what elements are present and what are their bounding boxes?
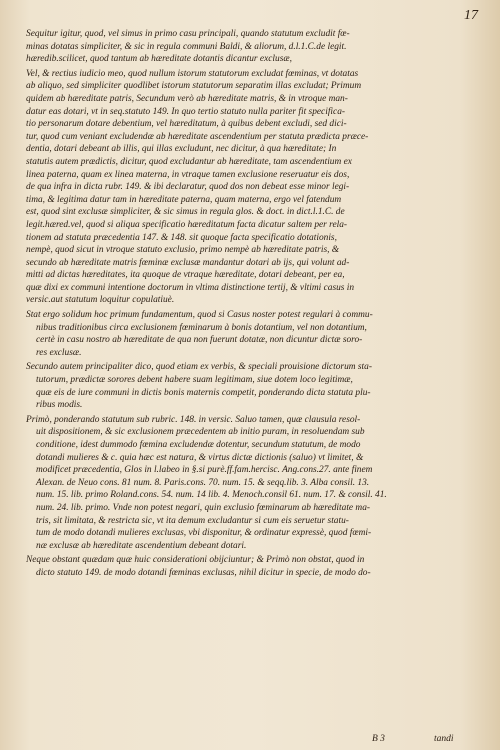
page-number: 17 xyxy=(464,8,478,23)
text-line: nempè, quod sicut in vtroque statuto exclusio, primo nempè ab hæreditate patris, & xyxy=(26,245,340,256)
text-line: Stat ergo solidum hoc primum fundamentum, quod si Casus noster potest regulari à commu- xyxy=(26,310,373,321)
text-line: Sequitur igitur, quod, vel simus in primo casu principali, quando statutum excludit fœ- xyxy=(26,29,350,39)
text-line: tio personarum dotare debentium, vel hæreditatum, à quibus debent excludi, sed dici- xyxy=(26,119,347,130)
catchword: tandi xyxy=(434,734,454,744)
text-line: Alexan. de Neuo cons. 81 num. 8. Paris.cons. 70. num. 15. & seqq.lib. 3. Alba consil. 13. xyxy=(36,477,370,488)
text-line: conditione, idest dummodo fœmina excludendæ dotentur, secundum statutum, de modo xyxy=(36,440,361,450)
text-line: tris, sit limitata, & restricta sic, vt ita demum excludantur si cum eis seruetur statu- xyxy=(36,515,349,526)
text-line: tum de modo dotandi mulieres exclusas, vbi disponitur, & ordinatur expressè, quod fœmi- xyxy=(36,528,372,539)
text-line: tionem ad statuta præcedentia 147. & 148. sit quoque facta specificatio dotationis, xyxy=(26,232,337,243)
paragraph xyxy=(26,309,474,359)
text-line: de qua infra in dicta rubr. 149. & ibi declaratur, quod dos non debeat esse minor legi- xyxy=(26,182,350,193)
text-line: dentia, dotari debeant ab illis, qui illas excludunt, nec dicitur, à qua hæreditate; In xyxy=(26,144,337,155)
text-line: uit dispositionem, & sic exclusionem præcedentem ab initio puram, in resoluendam sub xyxy=(36,427,365,438)
text-line: num. 15. lib. primo Roland.cons. 54. num. 14 lib. 4. Menoch.consil 61. num. 17. & consil. 41. xyxy=(36,490,387,501)
text-line: statutis autem prædictis, dicitur, quod excludantur ab hæreditate, tam ascendentium ex xyxy=(26,156,352,167)
text-line: quæ eis de iure communi in dictis bonis maternis competit, ponderando dicta statuta plu- xyxy=(36,387,371,398)
text-line: versic.aut statutum loquitur copulatiuè. xyxy=(26,295,175,306)
text-line: quidem ab hæreditate patris, Secundum verò ab hæreditate matris, & in vtroque man- xyxy=(26,93,348,104)
paragraph xyxy=(26,68,474,307)
text-line: Secundo autem principaliter dico, quod etiam ex verbis, & speciali prouisione dictorum sta- xyxy=(26,362,372,373)
text-line: Vel, & rectius iudicio meo, quod nullum istorum statutorum excludat fœminas, vt dotatas xyxy=(26,68,359,79)
text-line: minas dotatas simpliciter, & sic in regula communi Baldi, & aliorum, d.l.1.C.de legit. xyxy=(26,41,347,52)
text-line: mitti ad dictas hæreditates, ita quoque de vtraque hæreditate, dotari debeant, per ea, xyxy=(26,270,345,281)
text-line: res exclusæ. xyxy=(36,347,82,358)
text-line: tima, & legitima datur tam in hæreditate paterna, quam materna, ergo vel fatendum xyxy=(26,194,342,205)
text-line: ab aliquo, sed simpliciter quodlibet istorum statutorum separatim illas excludat; Primum xyxy=(26,81,362,92)
body-text xyxy=(26,28,474,582)
paragraph xyxy=(26,28,474,66)
text-line: datur eas dotari, vt in seq.statuto 149. In quo tertio statuto nulla pariter fit specifica- xyxy=(26,106,345,117)
text-line: linea paterna, quam ex linea materna, in vtraque tamen exclusione reseruatur eis dos, xyxy=(26,169,350,180)
text-line: hæredib.scilicet, quod tantum ab hæreditate dotantis dicantur exclusæ, xyxy=(26,54,292,65)
text-line: ribus modis. xyxy=(36,400,83,411)
text-line: næ exclusæ ab hæreditate ascendentium debeant dotari. xyxy=(36,540,247,551)
text-line: certè in casu nostro ab hæreditate de qua non fuerunt dotatæ, non dicuntur dictæ soro- xyxy=(36,335,363,346)
text-line: Neque obstant quædam quæ huic considerationi obijciuntur; & Primò non obstat, quod in xyxy=(26,555,365,566)
text-line: quæ dixi ex communi intentione doctorum in vltima distinctione tertij, & vltimi casus in xyxy=(26,282,355,293)
paragraph xyxy=(26,414,474,553)
text-line: tutorum, prædictæ sorores debent habere suam legitimam, siue dotem loco legitimæ, xyxy=(36,375,353,386)
paragraph xyxy=(26,361,474,411)
paragraph xyxy=(26,554,474,579)
text-line: secundo ab hæreditate matris fœminæ exclusæ mandantur dotari ab ijs, qui volunt ad- xyxy=(26,257,350,268)
text-line: dicto statuto 149. de modo dotandi fœminas exclusas, nihil dicitur in specie, de modo do- xyxy=(36,567,371,578)
text-line: modificet præcedentia, Glos in l.labeo in §.si purè.ff.fam.hercisc. Ang.cons.27. ante finem xyxy=(36,465,373,476)
signature-mark: B 3 xyxy=(372,734,385,744)
text-line: tur, quod cum veniant excludendæ ab hæreditate ascendentium per statuta prædicta præce- xyxy=(26,131,369,142)
text-line: dotandi mulieres & c. quia hæc est natura, & virtus dictæ dictionis (saluo) vt limitet, & xyxy=(36,452,364,463)
text-line: Primò, ponderando statutum sub rubric. 148. in versic. Saluo tamen, quæ clausula resol- xyxy=(26,414,361,425)
text-line: num. 24. lib. primo. Vnde non potest negari, quin exclusio fœminarum ab hæreditate ma- xyxy=(36,502,371,513)
text-line: est, quod sint exclusæ simpliciter, & sic simus in regula glos. & doct. in dict.l.1.C. de xyxy=(26,207,345,218)
text-line: legit.hæred.vel, quod si aliqua specificatio hæreditatum facta dicatur saltem per rela- xyxy=(26,219,348,230)
text-line: nibus traditionibus circa exclusionem fœminarum à bonis dotantium, vel non dotantium, xyxy=(36,322,367,333)
